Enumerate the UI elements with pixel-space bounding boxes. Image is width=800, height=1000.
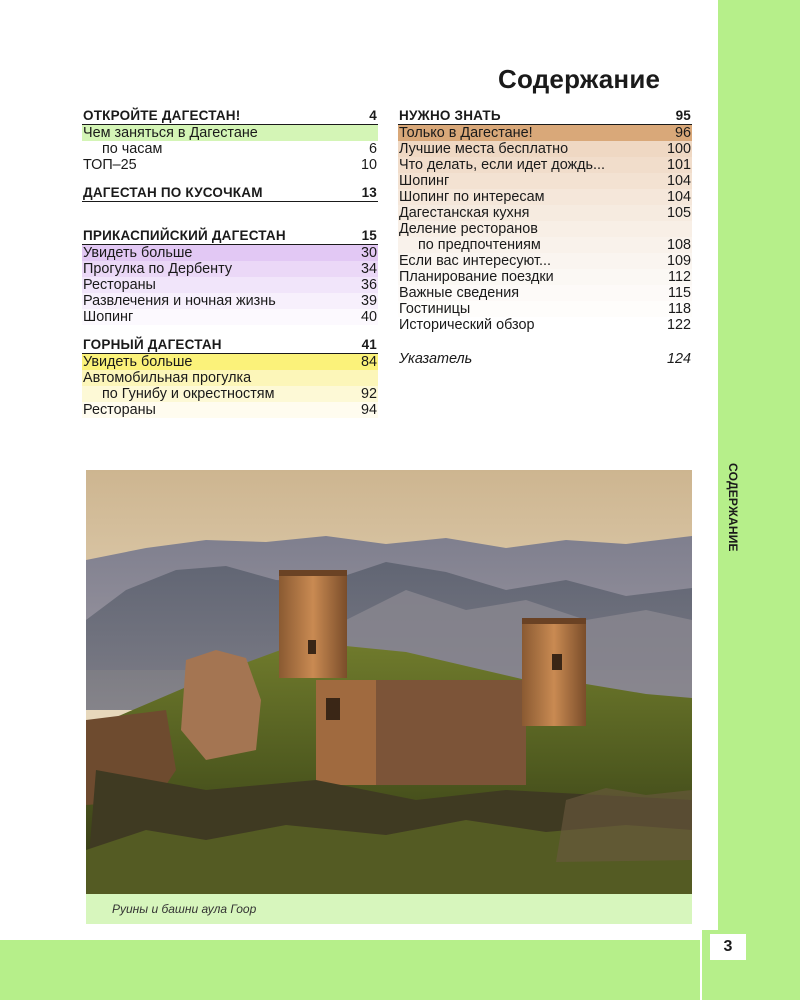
toc-entry[interactable]: Увидеть больше 84 <box>83 354 377 370</box>
toc-entry[interactable]: Если вас интересуют... 109 <box>399 253 691 269</box>
toc-entry[interactable]: Прогулка по Дербенту 34 <box>83 261 377 277</box>
toc-entry[interactable]: Шопинг 40 <box>83 309 377 325</box>
toc-entry[interactable]: Лучшие места бесплатно 100 <box>399 141 691 157</box>
toc-right-column <box>398 108 692 367</box>
toc-entry[interactable]: Автомобильная прогулка <box>82 370 378 386</box>
toc-section-heading[interactable]: ДАГЕСТАН ПО КУСОЧКАМ 13 <box>83 185 377 200</box>
mountain-towers-illustration <box>86 470 692 894</box>
toc-entry-continuation[interactable]: по часам 6 <box>102 141 377 157</box>
toc-section-heading[interactable]: ОТКРОЙТЕ ДАГЕСТАН! 4 <box>83 108 377 123</box>
page-title: Содержание <box>498 64 661 94</box>
toc-entry[interactable]: Шопинг по интересам 104 <box>399 189 691 205</box>
bottom-color-band <box>0 940 800 1000</box>
toc-entry[interactable]: Увидеть больше 30 <box>83 245 377 261</box>
toc-entry[interactable]: Дагестанская кухня 105 <box>399 205 691 221</box>
side-section-label <box>718 452 748 562</box>
toc-entry[interactable]: Гостиницы 118 <box>399 301 691 317</box>
photo-caption: Руины и башни аула Гоор <box>112 902 257 916</box>
side-label-text: СОДЕРЖАНИЕ <box>726 462 740 552</box>
toc-entry[interactable]: Шопинг 104 <box>399 173 691 189</box>
toc-entry[interactable]: Только в Дагестане! 96 <box>399 125 691 141</box>
toc-section-heading[interactable]: НУЖНО ЗНАТЬ 95 <box>399 108 691 123</box>
toc-entry[interactable]: Что делать, если идет дождь... 101 <box>399 157 691 173</box>
toc-entry-continuation[interactable]: по Гунибу и окрестностям 92 <box>82 386 378 402</box>
toc-section-heading[interactable]: ГОРНЫЙ ДАГЕСТАН 41 <box>83 337 377 352</box>
toc-index-entry[interactable]: Указатель 124 <box>399 351 691 367</box>
toc-entry[interactable]: Деление ресторанов <box>398 221 692 237</box>
landscape-photo <box>86 470 692 894</box>
toc-entry[interactable]: Рестораны 36 <box>83 277 377 293</box>
page-number: 3 <box>710 934 746 960</box>
toc-left-column <box>82 108 378 418</box>
toc-entry[interactable]: Важные сведения 115 <box>399 285 691 301</box>
toc-entry[interactable]: Планирование поездки 112 <box>399 269 691 285</box>
toc-entry[interactable]: Развлечения и ночная жизнь 39 <box>83 293 377 309</box>
toc-section-heading[interactable]: ПРИКАСПИЙСКИЙ ДАГЕСТАН 15 <box>83 228 377 243</box>
toc-entry-continuation[interactable]: по предпочтениям 108 <box>398 237 692 253</box>
toc-entry[interactable]: Исторический обзор 122 <box>399 317 691 333</box>
toc-entry[interactable]: Чем заняться в Дагестане <box>82 125 378 141</box>
toc-entry[interactable]: Рестораны 94 <box>83 402 377 418</box>
toc-entry[interactable]: ТОП–25 10 <box>83 157 377 173</box>
